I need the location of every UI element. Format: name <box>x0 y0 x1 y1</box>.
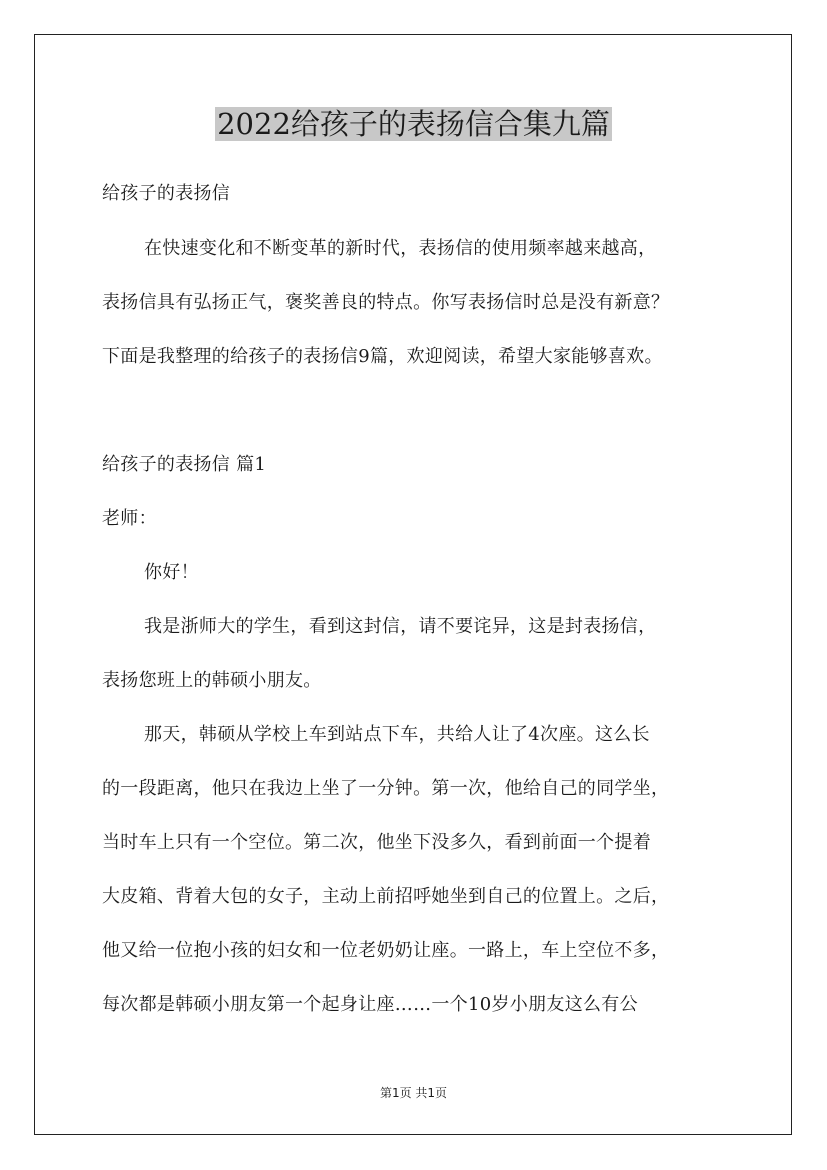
paragraph-2-line-1: 那天，韩硕从学校上车到站点下车，共给人让了4次座。这么长 <box>144 724 650 745</box>
paragraph-2-line-4: 大皮箱、背着大包的女子，主动上前招呼她坐到自己的位置上。之后， <box>102 886 670 907</box>
document-title <box>0 104 827 144</box>
paragraph-2-line-2: 的一段距离，他只在我边上坐了一分钟。第一次，他给自己的同学坐， <box>102 778 670 799</box>
paragraph-1-line-2: 表扬您班上的韩硕小朋友。 <box>102 670 322 691</box>
paragraph-2-line-5: 他又给一位抱小孩的妇女和一位老奶奶让座。一路上，车上空位不多， <box>102 940 670 961</box>
paragraph-2-line-6: 每次都是韩硕小朋友第一个起身让座……一个10岁小朋友这么有公 <box>102 994 638 1015</box>
document-title-text: 2022给孩子的表扬信合集九篇 <box>217 107 610 141</box>
salutation: 老师： <box>102 508 157 529</box>
greeting: 你好！ <box>144 562 199 583</box>
article-heading: 给孩子的表扬信 篇1 <box>102 454 267 475</box>
paragraph-1-line-1: 我是浙师大的学生，看到这封信，请不要诧异，这是封表扬信， <box>144 616 657 637</box>
paragraph-2-line-3: 当时车上只有一个空位。第二次，他坐下没多久，看到前面一个提着 <box>102 832 651 853</box>
page-footer: 第1页 共1页 <box>379 1086 448 1100</box>
section-heading: 给孩子的表扬信 <box>102 183 231 204</box>
intro-line-2: 表扬信具有弘扬正气，褒奖善良的特点。你写表扬信时总是没有新意？ <box>102 292 670 313</box>
intro-line-1: 在快速变化和不断变革的新时代，表扬信的使用频率越来越高， <box>144 238 657 259</box>
intro-line-3: 下面是我整理的给孩子的表扬信9篇，欢迎阅读，希望大家能够喜欢。 <box>102 346 663 367</box>
